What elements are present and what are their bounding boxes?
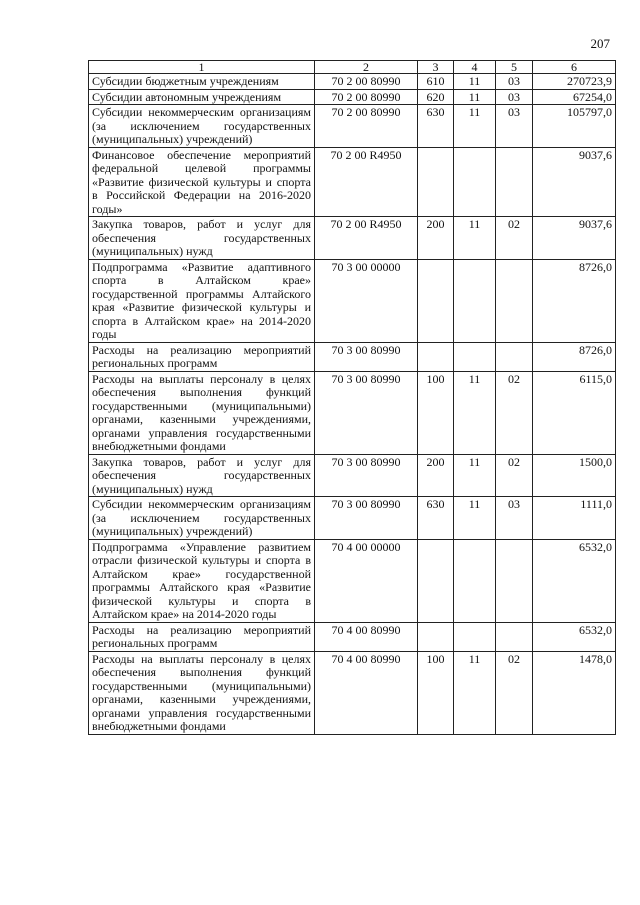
row-rz-cell: 11 [454, 217, 496, 260]
table-row [89, 105, 616, 148]
row-name-cell: Расходы на реализацию мероприятий региональных программ [89, 622, 315, 651]
column-header-2: 2 [315, 61, 418, 74]
row-pr-cell: 02 [496, 217, 533, 260]
row-amount-cell: 1111,0 [533, 497, 616, 540]
row-code-cell: 70 2 00 R4950 [315, 217, 418, 260]
column-header-4: 4 [454, 61, 496, 74]
row-code-cell: 70 3 00 80990 [315, 371, 418, 454]
row-rz-cell [454, 147, 496, 217]
row-code-cell: 70 2 00 80990 [315, 74, 418, 90]
row-amount-cell: 1478,0 [533, 651, 616, 734]
row-vr-cell [418, 622, 454, 651]
row-vr-cell [418, 147, 454, 217]
row-pr-cell: 03 [496, 74, 533, 90]
row-name-cell: Субсидии автономным учреждениям [89, 89, 315, 105]
row-pr-cell: 03 [496, 105, 533, 148]
row-name-cell: Субсидии некоммерческим организациям (за исключением государственных (муниципальных) учреждений) [89, 497, 315, 540]
row-rz-cell [454, 622, 496, 651]
row-pr-cell: 02 [496, 454, 533, 497]
row-name-cell: Финансовое обеспечение мероприятий федеральной целевой программы «Развитие физической культуры и спорта в Российской Федерации на 2016-2020 годы» [89, 147, 315, 217]
row-pr-cell [496, 539, 533, 622]
row-name-cell: Закупка товаров, работ и услуг для обеспечения государственных (муниципальных) нужд [89, 454, 315, 497]
row-vr-cell: 630 [418, 105, 454, 148]
row-name-cell: Субсидии бюджетным учреждениям [89, 74, 315, 90]
row-vr-cell [418, 539, 454, 622]
row-code-cell: 70 3 00 80990 [315, 497, 418, 540]
table-row [89, 259, 616, 342]
row-code-cell: 70 3 00 80990 [315, 342, 418, 371]
row-rz-cell: 11 [454, 454, 496, 497]
row-amount-cell: 270723,9 [533, 74, 616, 90]
table-row [89, 342, 616, 371]
row-amount-cell: 1500,0 [533, 454, 616, 497]
row-vr-cell: 620 [418, 89, 454, 105]
page-number: 207 [590, 36, 610, 51]
row-vr-cell: 100 [418, 651, 454, 734]
table-row [89, 89, 616, 105]
row-code-cell: 70 4 00 80990 [315, 651, 418, 734]
column-header-6: 6 [533, 61, 616, 74]
row-code-cell: 70 2 00 R4950 [315, 147, 418, 217]
row-amount-cell: 8726,0 [533, 259, 616, 342]
row-amount-cell: 9037,6 [533, 147, 616, 217]
row-amount-cell: 6532,0 [533, 622, 616, 651]
row-pr-cell [496, 147, 533, 217]
table-row [89, 651, 616, 734]
row-amount-cell: 9037,6 [533, 217, 616, 260]
row-pr-cell: 02 [496, 371, 533, 454]
row-rz-cell [454, 342, 496, 371]
row-rz-cell [454, 259, 496, 342]
row-rz-cell: 11 [454, 371, 496, 454]
row-rz-cell: 11 [454, 497, 496, 540]
row-amount-cell: 6115,0 [533, 371, 616, 454]
row-rz-cell: 11 [454, 651, 496, 734]
row-name-cell: Субсидии некоммерческим организациям (за исключением государственных (муниципальных) учреждений) [89, 105, 315, 148]
row-code-cell: 70 4 00 80990 [315, 622, 418, 651]
row-pr-cell [496, 259, 533, 342]
table-row [89, 454, 616, 497]
row-pr-cell: 03 [496, 497, 533, 540]
table-row [89, 147, 616, 217]
row-amount-cell: 8726,0 [533, 342, 616, 371]
row-code-cell: 70 3 00 80990 [315, 454, 418, 497]
table-row [89, 497, 616, 540]
row-name-cell: Закупка товаров, работ и услуг для обеспечения государственных (муниципальных) нужд [89, 217, 315, 260]
row-vr-cell: 630 [418, 497, 454, 540]
header-row [89, 61, 616, 74]
row-pr-cell: 02 [496, 651, 533, 734]
table-row [89, 74, 616, 90]
row-pr-cell [496, 342, 533, 371]
row-vr-cell: 200 [418, 217, 454, 260]
row-name-cell: Подпрограмма «Развитие адаптивного спорта в Алтайском крае» государственной программы Алтайского края «Развитие физической культуры и спорта в Алтайском крае» на 2014-2020 годы [89, 259, 315, 342]
table-row [89, 217, 616, 260]
table-row [89, 371, 616, 454]
row-rz-cell: 11 [454, 105, 496, 148]
row-amount-cell: 105797,0 [533, 105, 616, 148]
row-amount-cell: 67254,0 [533, 89, 616, 105]
row-name-cell: Расходы на выплаты персоналу в целях обеспечения выполнения функций государственными (муниципальными) органами, казенными учреждениями, органами управления государственными внебюджетными фондами [89, 651, 315, 734]
table-row [89, 622, 616, 651]
row-pr-cell: 03 [496, 89, 533, 105]
column-header-3: 3 [418, 61, 454, 74]
budget-table [88, 60, 616, 735]
row-code-cell: 70 2 00 80990 [315, 105, 418, 148]
row-vr-cell: 610 [418, 74, 454, 90]
column-header-5: 5 [496, 61, 533, 74]
row-code-cell: 70 3 00 00000 [315, 259, 418, 342]
row-amount-cell: 6532,0 [533, 539, 616, 622]
table-row [89, 539, 616, 622]
row-code-cell: 70 4 00 00000 [315, 539, 418, 622]
row-code-cell: 70 2 00 80990 [315, 89, 418, 105]
row-name-cell: Подпрограмма «Управление развитием отрасли физической культуры и спорта в Алтайском крае» государственной программы Алтайского края «Развитие физической культуры и спорта в Алтайском крае» на 2014-2020 годы [89, 539, 315, 622]
row-rz-cell: 11 [454, 89, 496, 105]
row-rz-cell [454, 539, 496, 622]
row-vr-cell: 200 [418, 454, 454, 497]
column-header-1: 1 [89, 61, 315, 74]
row-vr-cell [418, 259, 454, 342]
row-name-cell: Расходы на выплаты персоналу в целях обеспечения выполнения функций государственными (муниципальными) органами, казенными учреждениями, органами управления государственными внебюджетными фондами [89, 371, 315, 454]
row-vr-cell [418, 342, 454, 371]
row-pr-cell [496, 622, 533, 651]
row-vr-cell: 100 [418, 371, 454, 454]
row-rz-cell: 11 [454, 74, 496, 90]
row-name-cell: Расходы на реализацию мероприятий региональных программ [89, 342, 315, 371]
